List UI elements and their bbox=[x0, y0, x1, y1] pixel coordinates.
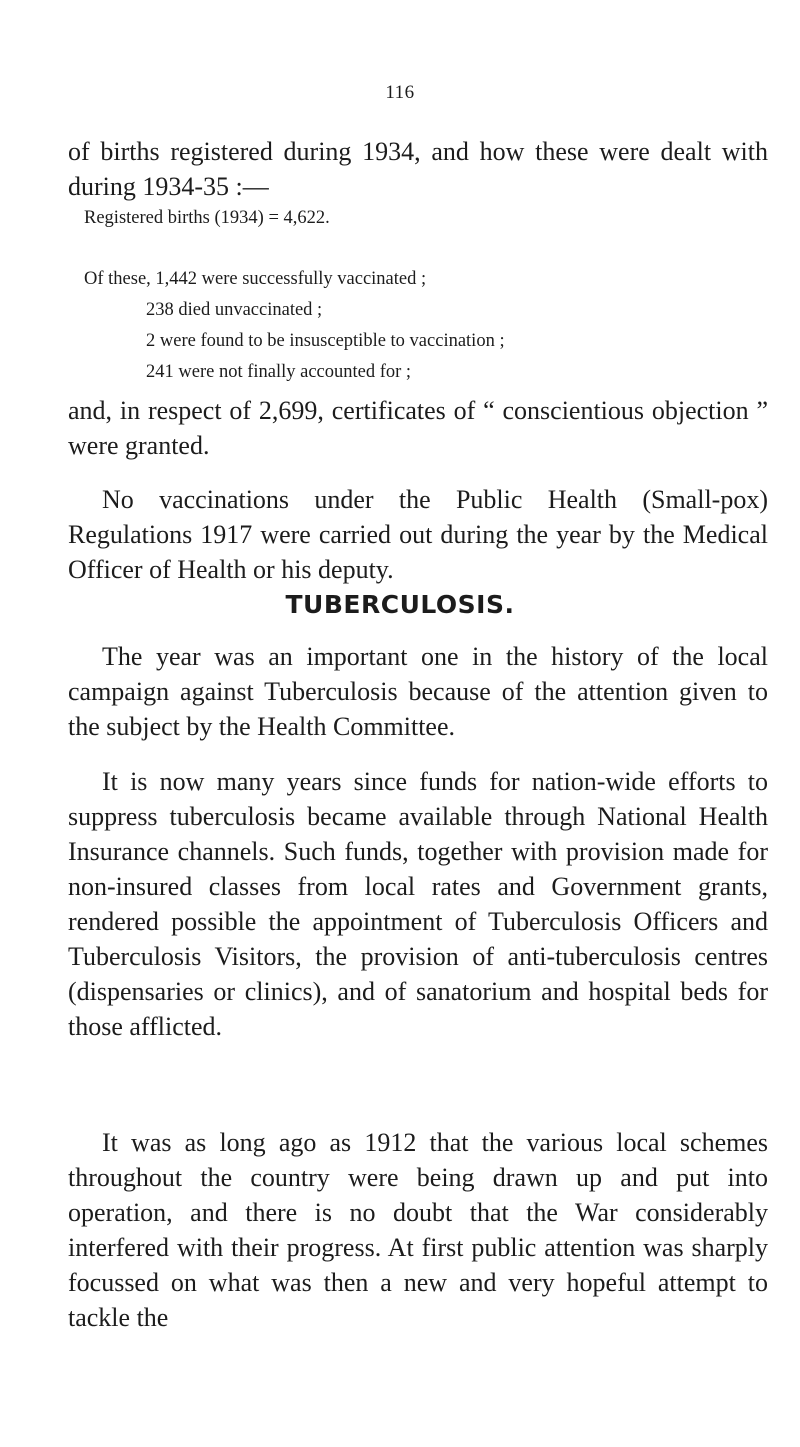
no-vaccinations-paragraph: No vaccinations under the Public Health (Small-pox) Regulations 1917 were carried out during the year by the Medical Officer of Health or his deputy. bbox=[68, 485, 768, 584]
page-number: 116 bbox=[385, 82, 415, 103]
body-paragraph: The year was an important one in the history of the local campaign against Tuberculosis because of the attention given to the subject by the Health Committee. bbox=[68, 642, 768, 741]
section-heading: TUBERCULOSIS. bbox=[285, 590, 515, 619]
conscientious-objection-paragraph: and, in respect of 2,699, certificates of “ conscientious objection ” were granted. bbox=[68, 396, 768, 460]
stats-line-died: 238 died unvaccinated ; bbox=[146, 300, 323, 320]
stats-line-unaccounted: 241 were not finally accounted for ; bbox=[146, 362, 412, 382]
stats-line-vaccinated: Of these, 1,442 were successfully vaccinated ; bbox=[84, 269, 427, 289]
stats-line-insusceptible: 2 were found to be insusceptible to vaccination ; bbox=[146, 331, 505, 351]
registered-births-line: Registered births (1934) = 4,622. bbox=[84, 208, 330, 228]
body-paragraph: It is now many years since funds for nation-wide efforts to suppress tuberculosis became available through National Health Insurance channels. Such funds, together with provision made for non-insured classes from local rates and Government grants, rendered possible the appointment of Tuberculosis Officers and Tuberculosis Visitors, the provision of anti-tuberculosis centres (dispensaries or clinics), and of sanatorium and hospital beds for those afflicted. bbox=[68, 767, 768, 1041]
body-paragraph: It was as long ago as 1912 that the various local schemes throughout the country were being drawn up and put into operation, and there is no doubt that the War considerably interfered with their progress. At first public attention was sharply focussed on what was then a new and very hopeful attempt to tackle the bbox=[68, 1128, 768, 1332]
intro-paragraph: of births registered during 1934, and how these were dealt with during 1934-35 :— bbox=[68, 137, 768, 201]
